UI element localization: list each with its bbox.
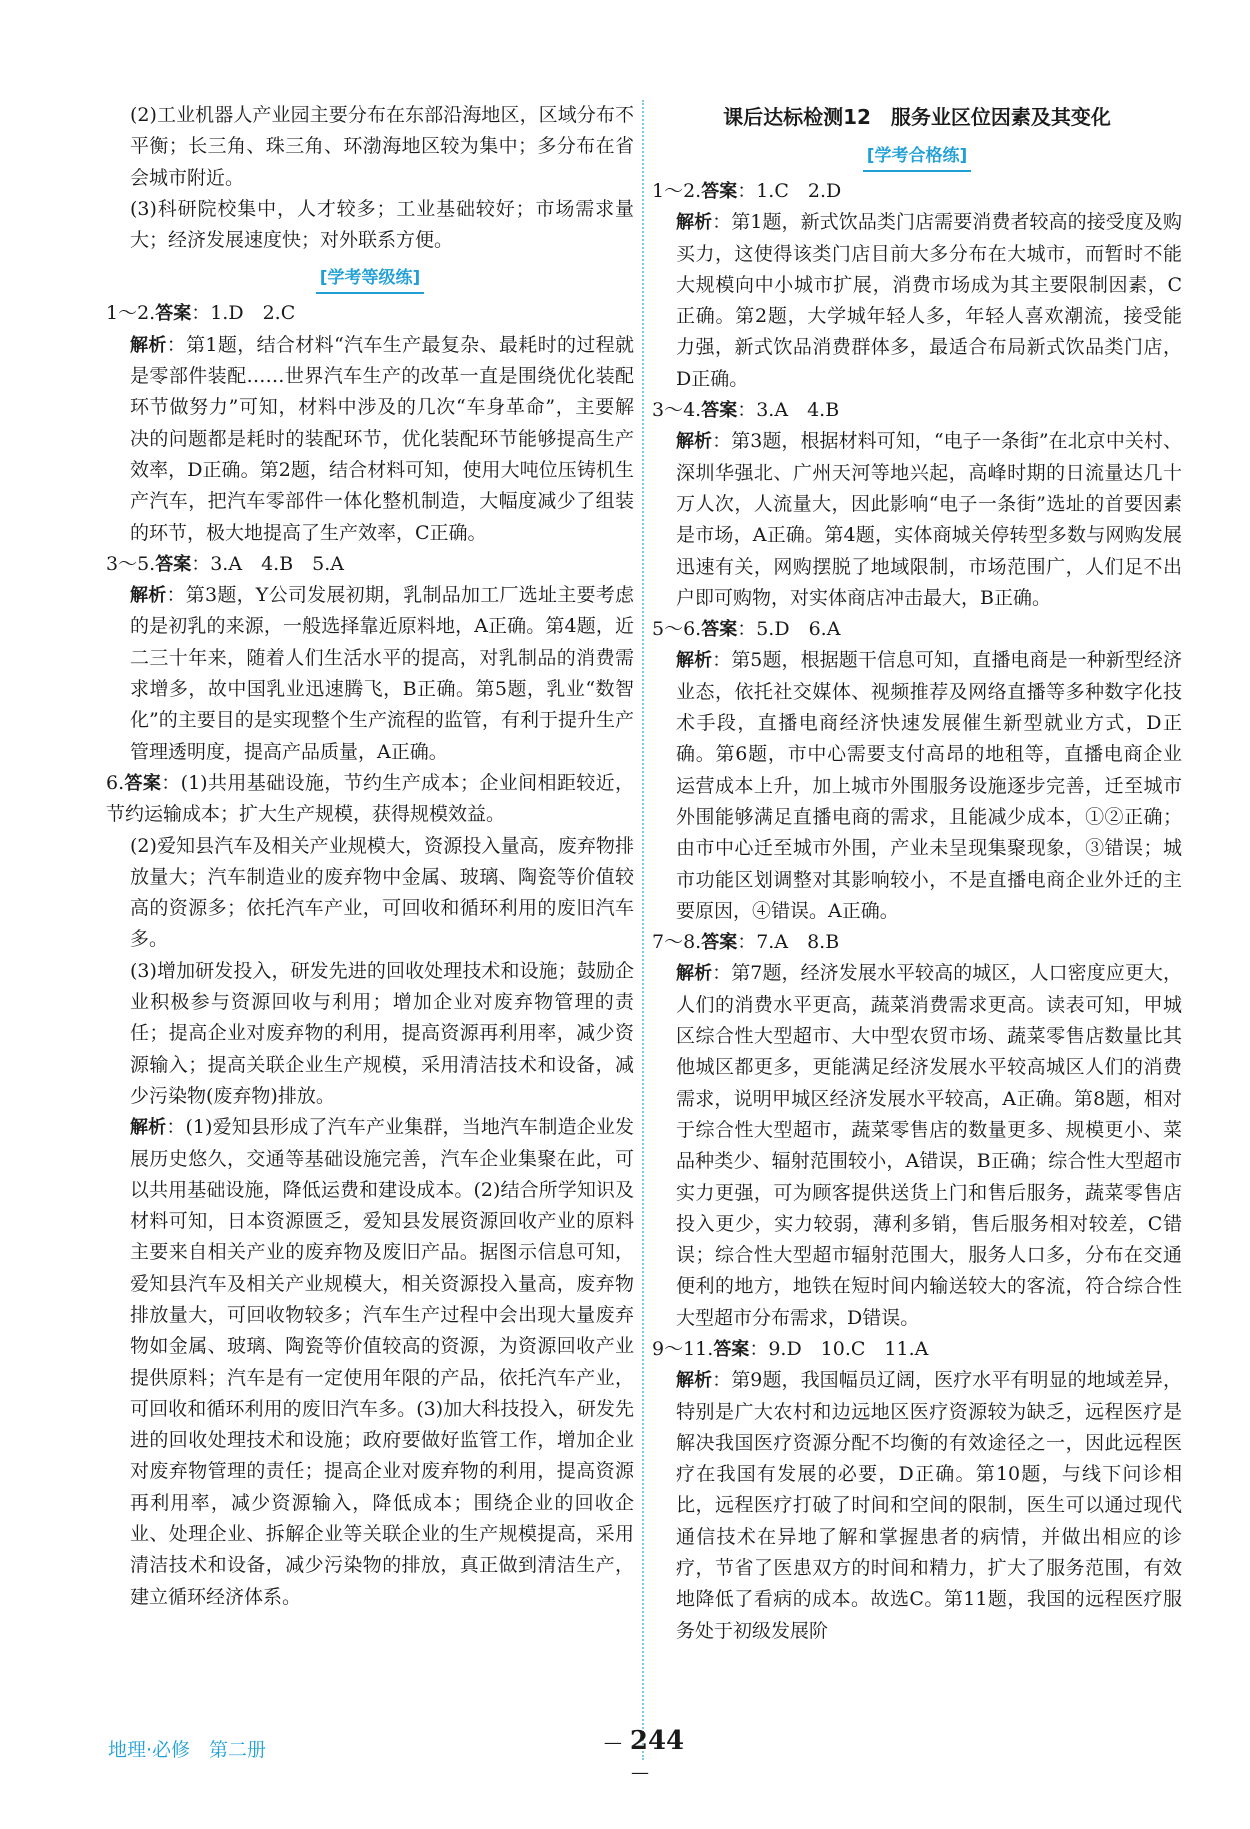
explanation-label: 解析 <box>130 585 167 607</box>
answer-line <box>652 927 1182 958</box>
explanation-label: 解析 <box>676 650 713 672</box>
question-range: 7～8. <box>652 931 702 954</box>
section-label: [ 学考等级练 ] <box>316 265 425 294</box>
explanation-label: 解析 <box>130 1117 167 1139</box>
question-range: 9～11. <box>652 1337 714 1360</box>
question-range: 3～4. <box>652 399 702 422</box>
paragraph: (3)科研院校集中，人才较多；工业基础较好；市场需求量大；经济发展速度快；对外联系方便。 <box>130 197 634 252</box>
right-column <box>652 100 1182 1647</box>
answer-line <box>106 549 634 580</box>
answer-text: ：1.D 2.C <box>191 302 296 325</box>
answer-text: (2)爱知县汽车及相关产业规模大，资源投入量高，废弃物排放量大；汽车制造业的废弃物中金属、玻璃、陶瓷等价值较高的资源多；依托汽车产业，可回收和循环利用的废旧汽车多。 <box>130 834 634 951</box>
explanation <box>106 1112 634 1613</box>
section-tag <box>106 262 634 294</box>
explanation-text: ：第7题，经济发展水平较高的城区，人口密度应更大，人们的消费水平更高，蔬菜消费需求更高。读表可知，甲城区综合性大型超市、大中型农贸市场、蔬菜零售店数量比其他城区都更多，更能满足经济发展水平较高城区人们的消费需求，说明甲城区经济发展水平较高，A正确。第8题，相对于综合性大型超市，蔬菜零售店的数量更多、规模更小、菜品种类少、辐射范围较小，A错误，B正确；综合性大型超市实力更强，可为顾客提供送货上门和售后服务，蔬菜零售店投入更少，实力较弱，薄利多销，售后服务相对较差，C错误；综合性大型超市辐射范围大，服务人口多，分布在交通便利的地方，地铁在短时间内输送较大的客流，符合综合性大型超市分布需求，D错误。 <box>676 962 1183 1329</box>
explanation-text: ：第5题，根据题干信息可知，直播电商是一种新型经济业态，依托社交媒体、视频推荐及网络直播等多种数字化技术手段，直播电商经济快速发展催生新型就业方式，D正确。第6题，市中心需要支付高昂的地租等，直播电商企业运营成本上升，加上城市外围服务设施逐步完善，迁至城市外围能够满足直播电商的需求，且能减少成本，①②正确；由市中心迁至城市外围，产业未呈现集聚现象，③错误；城市功能区划调整对其影响较小，不是直播电商企业外迁的主要原因，④错误。A正确。 <box>676 649 1183 922</box>
explanation-text: ：第9题，我国幅员辽阔，医疗水平有明显的地域差异，特别是广大农村和边远地区医疗资源较为缺乏，远程医疗是解决我国医疗资源分配不均衡的有效途径之一，因此远程医疗在我国有发展的必要，D正确。第10题，与线下问诊相比，远程医疗打破了时间和空间的限制，医生可以通过现代通信技术在异地了解和掌握患者的病情，并做出相应的诊疗，节省了医患双方的时间和精力，扩大了服务范围，有效地降低了看病的成本。故选C。第11题，我国的远程医疗服务处于初级发展阶 <box>676 1369 1183 1642</box>
question-range: 3～5. <box>106 552 156 575</box>
page-number: — 244 — <box>580 1726 700 1786</box>
explanation-text: ：第1题，结合材料“汽车生产最复杂、最耗时的过程就是零部件装配……世界汽车生产的改革一直是围绕优化装配环节做努力”可知，材料中涉及的几次“车身革命”，主要解决的问题都是耗时的装配环节，优化装配环节能够提高生产效率，D正确。第2题，结合材料可知，使用大吨位压铸机生产汽车，把汽车零部件一体化整机制造，大幅度减少了组装的环节，极大地提高了生产效率，C正确。 <box>130 333 635 544</box>
answer-text: ：7.A 8.B <box>737 931 840 954</box>
question-range: 1～2. <box>652 180 702 202</box>
answer-label: 答案 <box>124 772 162 794</box>
answer-text: ：3.A 4.B 5.A <box>191 552 345 575</box>
answer-text: ：9.D 10.C 11.A <box>749 1337 929 1360</box>
explanation-label: 解析 <box>676 212 713 234</box>
section-tag <box>652 140 1182 172</box>
explanation-text: ：第3题，根据材料可知，“电子一条街”在北京中关村、深圳华强北、广州天河等地兴起，高峰时期的日流量达几十万人次，人流量大，因此影响“电子一条街”选址的首要因素是市场，A正确。第4题，实体商城关停转型多数与网购发展迅速有关，网购摆脱了地域限制，市场范围广，人们足不出户即可购物，对实体商店冲击最大，B正确。 <box>676 430 1182 609</box>
answer-text: ：(1)共用基础设施，节约生产成本；企业间相距较近，节约运输成本；扩大生产规模，获得规模效益。 <box>106 771 635 826</box>
section-label: [ 学考合格练 ] <box>863 143 972 172</box>
answer-label: 答案 <box>701 619 738 641</box>
explanation-text: ：(1)爱知县形成了汽车产业集群，当地汽车制造企业发展历史悠久，交通等基础设施完善，汽车企业集聚在此，可以共用基础设施，降低运费和建设成本。(2)结合所学知识及材料可知，日本资源匮乏，爱知县发展资源回收产业的原料主要来自相关产业的废弃物及废旧产品。据图示信息可知，爱知县汽车及相关产业规模大，相关资源投入量高，废弃物排放量大，可回收物较多；汽车生产过程中会出现大量废弃物如金属、玻璃、陶瓷等价值较高的资源，为资源回收产业提供原料；汽车是有一定使用年限的产品，依托汽车产业，可回收和循环利用的废旧汽车多。(3)加大科技投入，研发先进的回收处理技术和设施；政府要做好监管工作，增加企业对废弃物管理的责任；提高企业对废弃物的利用，提高资源再利用率，减少资源输入，降低成本；围绕企业的回收企业、处理企业、拆解企业等关联企业的生产规模提高，采用清洁技术和设备，减少污染物的排放，真正做到清洁生产，建立循环经济体系。 <box>130 1116 634 1608</box>
answer-label: 答案 <box>701 932 738 954</box>
explanation <box>652 426 1182 614</box>
explanation-text: ：第1题，新式饮品类门店需要消费者较高的接受度及购买力，这使得该类门店目前大多分布在大城市，而暂时不能大规模向中小城市扩展，消费市场成为其主要限制因素，C正确。第2题，大学城年轻人多，年轻人喜欢潮流，接受能力强，新式饮品消费群体多，最适合布局新式饮品类门店，D正确。 <box>676 211 1183 390</box>
explanation-label: 解析 <box>676 963 713 985</box>
paragraph: (2)工业机器人产业园主要分布在东部沿海地区，区域分布不平衡；长三角、珠三角、环渤海地区较为集中；多分布在省会城市附近。 <box>130 104 634 189</box>
answer-line <box>106 298 634 329</box>
left-column <box>106 100 634 1613</box>
explanation <box>652 958 1182 1334</box>
answer-text: ：5.D 6.A <box>737 618 841 641</box>
answer-text: ：3.A 4.B <box>737 399 840 422</box>
question-range: 5～6. <box>652 618 702 641</box>
explanation <box>652 645 1182 927</box>
footer-subject: 地理·必修 第二册 <box>108 1739 267 1761</box>
answer-line <box>652 395 1182 426</box>
answer-label: 答案 <box>701 400 738 422</box>
answer-label: 答案 <box>155 553 192 575</box>
column-divider <box>642 100 644 1760</box>
question-range: 6. <box>106 771 125 794</box>
explanation-label: 解析 <box>676 431 713 453</box>
answer-line <box>652 1334 1182 1365</box>
answer-text: (3)增加研发投入，研发先进的回收处理技术和设施；鼓励企业积极参与资源回收与利用；增加企业对废弃物管理的责任；提高企业对废弃物的利用，提高资源再利用率，减少资源输入；提高关联企业生产规模，采用清洁技术和设备，减少污染物(废弃物)排放。 <box>130 959 634 1107</box>
explanation <box>652 1365 1182 1647</box>
answer-line <box>652 614 1182 645</box>
explanation <box>106 330 634 549</box>
answer-line <box>652 176 1182 207</box>
answer-label: 答案 <box>155 303 192 325</box>
explanation <box>652 207 1182 395</box>
answer-line <box>106 768 634 831</box>
answer-label: 答案 <box>713 1338 750 1360</box>
explanation-label: 解析 <box>130 334 167 356</box>
section-title: 课后达标检测12 服务业区位因素及其变化 <box>723 105 1111 129</box>
explanation <box>106 580 634 768</box>
explanation-text: ：第3题，Y公司发展初期，乳制品加工厂选址主要考虑的是初乳的来源，一般选择靠近原料地，A正确。第4题，近二三十年来，随着人们生活水平的提高，对乳制品的消费需求增多，故中国乳业迅速腾飞，B正确。第5题，乳业“数智化”的主要目的是实现整个生产流程的监管，有利于提升生产管理透明度，提高产品质量，A正确。 <box>130 584 635 763</box>
question-range: 1～2. <box>106 302 156 325</box>
answer-label: 答案 <box>701 181 738 202</box>
explanation-label: 解析 <box>676 1370 713 1392</box>
answer-text: ：1.C 2.D <box>737 180 842 202</box>
